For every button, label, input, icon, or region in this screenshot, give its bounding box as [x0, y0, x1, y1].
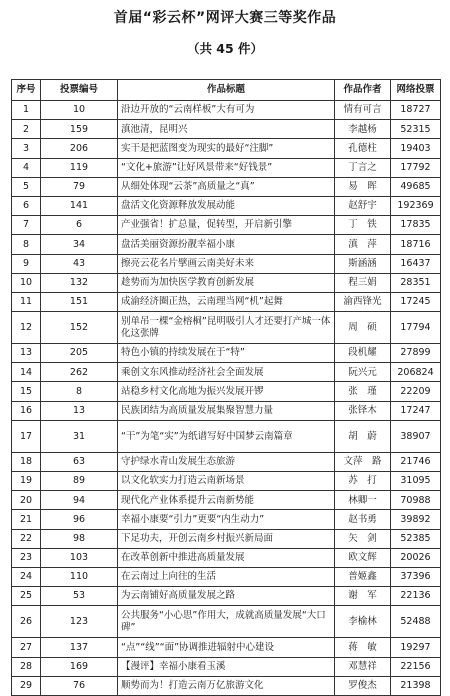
- cell-author: 文萍 路: [335, 452, 391, 471]
- table-row: [12, 235, 441, 254]
- cell-index: 29: [12, 676, 41, 695]
- cell-work-title: 站稳乡村文化高地为振兴发展开锣: [118, 382, 335, 401]
- cell-vote-number: 169: [41, 657, 118, 676]
- cell-online-votes: 52385: [391, 529, 441, 548]
- cell-vote-number: 13: [41, 401, 118, 420]
- cell-author: 罗俊杰: [335, 676, 391, 695]
- awards-table: [11, 79, 441, 696]
- cell-index: 7: [12, 216, 41, 235]
- cell-online-votes: 16437: [391, 254, 441, 273]
- cell-vote-number: 53: [41, 587, 118, 606]
- cell-index: 10: [12, 273, 41, 292]
- table-row: [12, 420, 441, 452]
- cell-vote-number: 151: [41, 292, 118, 311]
- cell-online-votes: 28351: [391, 273, 441, 292]
- table-row: [12, 567, 441, 586]
- table-row: [12, 638, 441, 657]
- cell-online-votes: 52315: [391, 120, 441, 139]
- table-row: [12, 139, 441, 158]
- cell-online-votes: 49685: [391, 177, 441, 196]
- cell-vote-number: 31: [41, 420, 118, 452]
- cell-index: 15: [12, 382, 41, 401]
- cell-work-title: 在改革创新中推进高质量发展: [118, 548, 335, 567]
- table-row: [12, 401, 441, 420]
- table-row: [12, 491, 441, 510]
- cell-author: 孔德柱: [335, 139, 391, 158]
- cell-author: 斯涵涵: [335, 254, 391, 273]
- header-author: 作品作者: [335, 80, 391, 101]
- cell-work-title: 乘创文东风推动经济社会全面发展: [118, 363, 335, 382]
- cell-author: 丁 铁: [335, 216, 391, 235]
- cell-work-title: 从细处体现“云茶”高质量之“真”: [118, 177, 335, 196]
- cell-author: 程三娟: [335, 273, 391, 292]
- cell-index: 22: [12, 529, 41, 548]
- table-row: [12, 292, 441, 311]
- page-title: 首届“彩云杯”网评大赛三等奖作品: [113, 10, 337, 26]
- table-row: [12, 177, 441, 196]
- cell-index: 1: [12, 101, 41, 120]
- cell-work-title: 幸福小康要“引力”更要“内生动力”: [118, 510, 335, 529]
- cell-work-title: 成渝经济圈正热，云南理当网“机”起舞: [118, 292, 335, 311]
- table-row: [12, 312, 441, 344]
- cell-online-votes: 21398: [391, 676, 441, 695]
- cell-online-votes: 70988: [391, 491, 441, 510]
- cell-work-title: 趁势而为加快医学教育创新发展: [118, 273, 335, 292]
- cell-author: 矢 剑: [335, 529, 391, 548]
- cell-index: 3: [12, 139, 41, 158]
- cell-vote-number: 10: [41, 101, 118, 120]
- cell-vote-number: 262: [41, 363, 118, 382]
- cell-author: 普姬鑫: [335, 567, 391, 586]
- cell-vote-number: 34: [41, 235, 118, 254]
- cell-author: 李榆林: [335, 606, 391, 638]
- table-row: [12, 273, 441, 292]
- header-index: 序号: [12, 80, 41, 101]
- cell-index: 17: [12, 420, 41, 452]
- cell-online-votes: 20026: [391, 548, 441, 567]
- cell-work-title: 守护绿水青山发展生态旅游: [118, 452, 335, 471]
- cell-index: 21: [12, 510, 41, 529]
- cell-online-votes: 192369: [391, 196, 441, 215]
- cell-index: 20: [12, 491, 41, 510]
- cell-index: 16: [12, 401, 41, 420]
- cell-author: 苏 打: [335, 472, 391, 491]
- cell-vote-number: 89: [41, 472, 118, 491]
- cell-online-votes: 22209: [391, 382, 441, 401]
- table-row: [12, 548, 441, 567]
- cell-work-title: 公共服务“小心思”作用大，成就高质量发展“大口碑”: [118, 606, 335, 638]
- cell-work-title: “文化+旅游”让好风景带来“好钱景”: [118, 158, 335, 177]
- cell-work-title: “点”“线”“面”协调推进辐射中心建设: [118, 638, 335, 657]
- cell-work-title: 盘活美丽资源扮靓幸福小康: [118, 235, 335, 254]
- cell-index: 25: [12, 587, 41, 606]
- cell-index: 11: [12, 292, 41, 311]
- cell-vote-number: 152: [41, 312, 118, 344]
- cell-work-title: 实干是把蓝图变为现实的最好“注脚”: [118, 139, 335, 158]
- cell-author: 邓慧祥: [335, 657, 391, 676]
- cell-online-votes: 38907: [391, 420, 441, 452]
- cell-author: 滇 萍: [335, 235, 391, 254]
- cell-online-votes: 18727: [391, 101, 441, 120]
- cell-author: 丁言之: [335, 158, 391, 177]
- cell-index: 27: [12, 638, 41, 657]
- cell-work-title: 产业强省！扩总量，促转型，开启新引擎: [118, 216, 335, 235]
- table-row: [12, 216, 441, 235]
- cell-work-title: 顺势而为！打造云南万亿旅游文化: [118, 676, 335, 695]
- cell-author: 情有可言: [335, 101, 391, 120]
- table-row: [12, 676, 441, 695]
- cell-author: 张铎木: [335, 401, 391, 420]
- table-row: [12, 363, 441, 382]
- cell-online-votes: 39892: [391, 510, 441, 529]
- table-row: [12, 344, 441, 363]
- cell-online-votes: 17792: [391, 158, 441, 177]
- cell-online-votes: 17247: [391, 401, 441, 420]
- header-vote-number: 投票编号: [41, 80, 118, 101]
- cell-vote-number: 43: [41, 254, 118, 273]
- cell-vote-number: 98: [41, 529, 118, 548]
- cell-vote-number: 206: [41, 139, 118, 158]
- cell-author: 蒋 敏: [335, 638, 391, 657]
- cell-author: 渝西锋光: [335, 292, 391, 311]
- cell-author: 易 晖: [335, 177, 391, 196]
- table-row: [12, 382, 441, 401]
- table-row: [12, 472, 441, 491]
- cell-work-title: “干”为笔“实”为纸谱写好中国梦云南篇章: [118, 420, 335, 452]
- cell-vote-number: 132: [41, 273, 118, 292]
- cell-online-votes: 17794: [391, 312, 441, 344]
- cell-vote-number: 137: [41, 638, 118, 657]
- cell-index: 28: [12, 657, 41, 676]
- table-row: [12, 254, 441, 273]
- cell-vote-number: 63: [41, 452, 118, 471]
- cell-work-title: 【漫评】幸福小康看玉溪: [118, 657, 335, 676]
- cell-vote-number: 110: [41, 567, 118, 586]
- cell-work-title: 现代化产业体系提升云南新势能: [118, 491, 335, 510]
- cell-vote-number: 96: [41, 510, 118, 529]
- table-row: [12, 587, 441, 606]
- cell-index: 12: [12, 312, 41, 344]
- table-body: [12, 101, 441, 696]
- cell-vote-number: 205: [41, 344, 118, 363]
- cell-author: 林卿一: [335, 491, 391, 510]
- cell-online-votes: 22156: [391, 657, 441, 676]
- table-row: [12, 452, 441, 471]
- cell-online-votes: 52488: [391, 606, 441, 638]
- cell-online-votes: 17245: [391, 292, 441, 311]
- cell-vote-number: 6: [41, 216, 118, 235]
- cell-author: 赵舒宇: [335, 196, 391, 215]
- page-subtitle: （共 45 件）: [186, 41, 264, 56]
- cell-vote-number: 79: [41, 177, 118, 196]
- cell-author: 赵书勇: [335, 510, 391, 529]
- cell-author: 段机耀: [335, 344, 391, 363]
- cell-online-votes: 206824: [391, 363, 441, 382]
- cell-online-votes: 21746: [391, 452, 441, 471]
- cell-online-votes: 17835: [391, 216, 441, 235]
- table-row: [12, 196, 441, 215]
- cell-index: 2: [12, 120, 41, 139]
- cell-author: 周 硕: [335, 312, 391, 344]
- cell-author: 胡 蔚: [335, 420, 391, 452]
- cell-author: 李越杨: [335, 120, 391, 139]
- cell-online-votes: 18716: [391, 235, 441, 254]
- cell-work-title: 盘活文化资源释放发展动能: [118, 196, 335, 215]
- cell-index: 18: [12, 452, 41, 471]
- table-header-row: [12, 80, 441, 101]
- cell-index: 24: [12, 567, 41, 586]
- cell-index: 23: [12, 548, 41, 567]
- cell-vote-number: 76: [41, 676, 118, 695]
- cell-work-title: 以文化软实力打造云南新场景: [118, 472, 335, 491]
- cell-vote-number: 123: [41, 606, 118, 638]
- cell-work-title: 别单吊一棵“金榕桐”昆明吸引人才还要打产城一体化这张牌: [118, 312, 335, 344]
- table-row: [12, 101, 441, 120]
- cell-online-votes: 19403: [391, 139, 441, 158]
- cell-work-title: 沿边开放的“云南样板”大有可为: [118, 101, 335, 120]
- cell-work-title: 滇池清，昆明兴: [118, 120, 335, 139]
- cell-vote-number: 94: [41, 491, 118, 510]
- cell-author: 张 瑾: [335, 382, 391, 401]
- cell-index: 5: [12, 177, 41, 196]
- cell-index: 14: [12, 363, 41, 382]
- table-row: [12, 657, 441, 676]
- cell-work-title: 为云南铺好高质量发展之路: [118, 587, 335, 606]
- header-online-votes: 网络投票: [391, 80, 441, 101]
- cell-online-votes: 31095: [391, 472, 441, 491]
- cell-work-title: 民族团结为高质量发展集聚智慧力量: [118, 401, 335, 420]
- cell-vote-number: 8: [41, 382, 118, 401]
- cell-index: 6: [12, 196, 41, 215]
- cell-work-title: 特色小镇的持续发展在于“特”: [118, 344, 335, 363]
- cell-author: 欧文辉: [335, 548, 391, 567]
- cell-author: 阮兴元: [335, 363, 391, 382]
- table-row: [12, 158, 441, 177]
- cell-index: 9: [12, 254, 41, 273]
- cell-index: 26: [12, 606, 41, 638]
- cell-vote-number: 103: [41, 548, 118, 567]
- table-row: [12, 529, 441, 548]
- cell-work-title: 擦亮云花名片擘画云南美好未来: [118, 254, 335, 273]
- cell-vote-number: 159: [41, 120, 118, 139]
- cell-vote-number: 141: [41, 196, 118, 215]
- cell-index: 13: [12, 344, 41, 363]
- cell-online-votes: 22136: [391, 587, 441, 606]
- cell-author: 谢 军: [335, 587, 391, 606]
- cell-online-votes: 37396: [391, 567, 441, 586]
- cell-online-votes: 19297: [391, 638, 441, 657]
- cell-online-votes: 27899: [391, 344, 441, 363]
- cell-work-title: 下足功夫，开创云南乡村振兴新局面: [118, 529, 335, 548]
- cell-index: 4: [12, 158, 41, 177]
- table-row: [12, 120, 441, 139]
- header-work-title: 作品标题: [118, 80, 335, 101]
- cell-vote-number: 119: [41, 158, 118, 177]
- table-row: [12, 606, 441, 638]
- table-row: [12, 510, 441, 529]
- cell-work-title: 在云南过上向往的生活: [118, 567, 335, 586]
- cell-index: 19: [12, 472, 41, 491]
- cell-index: 8: [12, 235, 41, 254]
